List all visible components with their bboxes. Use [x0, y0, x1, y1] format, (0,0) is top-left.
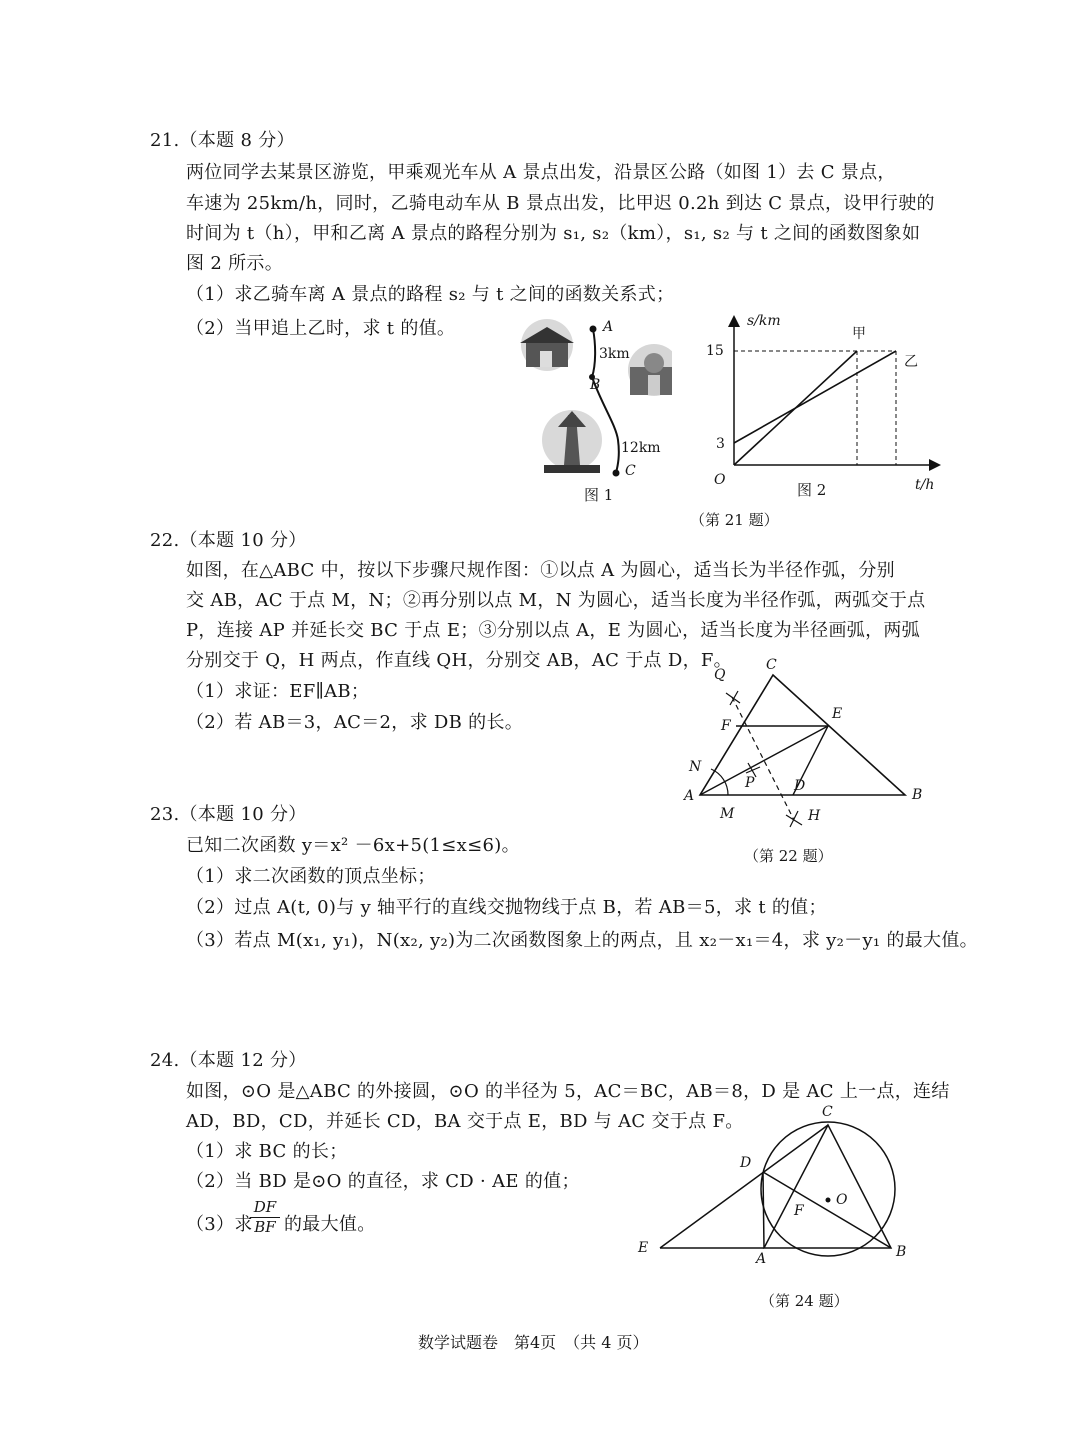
pagoda-image: [542, 410, 602, 473]
q21-line-3: 时间为 t（h），甲和乙离 A 景点的路程分别为 s₁, s₂（km），s₁, s₂ 与 t 之间的函数图象如: [186, 223, 921, 244]
q23-line-1: 已知二次函数 y＝x² －6x+5(1≤x≤6)。: [186, 835, 520, 856]
q21-caption: （第 21 题）: [690, 511, 779, 529]
q22-line-4: 分别交于 Q，H 两点，作直线 QH，分别交 AB，AC 于点 D，F。: [186, 650, 732, 671]
q22-label-h: H: [808, 808, 821, 824]
q21-figure-2: [700, 310, 945, 490]
q24-label-b: B: [896, 1244, 907, 1260]
q22-label-p: P: [745, 775, 755, 791]
fig2-y-label: s/km: [747, 313, 781, 329]
fig1-label-b: B: [590, 377, 601, 393]
page-footer: 数学试题卷 第4页 （共 4 页）: [418, 1333, 649, 1352]
q24-label-e: E: [638, 1240, 649, 1256]
fig2-caption: 图 2: [797, 481, 827, 499]
q24-fraction-denominator: BF: [254, 1218, 276, 1236]
q21-figure-1: [512, 315, 672, 505]
fig1-caption: 图 1: [584, 486, 614, 504]
center-dot: [826, 1198, 831, 1203]
q22-label-a: A: [684, 788, 695, 804]
q22-label-m: M: [720, 806, 735, 822]
fig2-label-jia: 甲: [852, 326, 866, 342]
q24-label-d: D: [740, 1155, 752, 1171]
q22-label-c: C: [766, 657, 777, 673]
q22-line-6: （2）若 AB＝3，AC＝2，求 DB 的长。: [186, 712, 524, 733]
q22-label-e: E: [832, 706, 843, 722]
series-yi-line: [734, 351, 896, 443]
q21-line-4: 图 2 所示。: [186, 253, 283, 274]
q22-label-d: D: [794, 778, 806, 794]
q24-line-3: （1）求 BC 的长；: [186, 1141, 348, 1162]
q23-line-4: （3）若点 M(x₁, y₁)，N(x₂, y₂)为二次函数图象上的两点，且 x₂－x₁＝4，求 y₂－y₁ 的最大值。: [186, 930, 978, 951]
q21-line-5: （1）求乙骑车离 A 景点的路程 s₂ 与 t 之间的函数关系式；: [186, 284, 675, 305]
q24-fraction-numerator: DF: [250, 1198, 280, 1218]
q24-line-2: AD，BD，CD，并延长 CD，BA 交于点 E，BD 与 AC 交于点 F。: [186, 1111, 744, 1132]
q24-label-a: A: [756, 1251, 767, 1267]
q22-line-5: （1）求证：EF∥AB；: [186, 681, 370, 702]
q22-header: 22.（本题 10 分）: [150, 530, 307, 551]
fig2-tick-15: 15: [706, 343, 724, 359]
fig1-label-12km: 12km: [621, 440, 661, 456]
q24-line-5-prefix: （3）求: [186, 1214, 253, 1235]
q22-label-f: F: [721, 718, 731, 734]
q22-line-1: 如图，在△ABC 中，按以下步骤尺规作图：①以点 A 为圆心，适当长为半径作弧，分别: [186, 560, 895, 581]
q24-line-4: （2）当 BD 是⊙O 的直径，求 CD · AE 的值；: [186, 1171, 580, 1192]
q24-label-c: C: [822, 1104, 833, 1120]
q22-label-b: B: [912, 787, 923, 803]
fig2-label-yi: 乙: [904, 354, 918, 370]
q24-line-5-suffix: 的最大值。: [284, 1214, 376, 1235]
fig1-label-a: A: [603, 319, 614, 335]
church-image: [628, 344, 672, 396]
q24-line-1: 如图，⊙O 是△ABC 的外接圆，⊙O 的半径为 5，AC＝BC，AB＝8，D 是 AC 上一点，连结: [186, 1081, 950, 1102]
fig1-label-c: C: [625, 463, 636, 479]
q24-caption: （第 24 题）: [760, 1292, 849, 1310]
q22-label-n: N: [689, 759, 702, 775]
q22-caption: （第 22 题）: [744, 847, 833, 865]
q23-line-3: （2）过点 A(t, 0)与 y 轴平行的直线交抛物线于点 B，若 AB＝5，求 t 的值；: [186, 897, 827, 918]
q21-line-1: 两位同学去某景区游览，甲乘观光车从 A 景点出发，沿景区公路（如图 1）去 C 景点，: [186, 162, 896, 183]
circle-o: [761, 1122, 895, 1256]
q24-label-o: O: [836, 1192, 848, 1208]
q24-fraction: [250, 1198, 280, 1237]
temple-image: [520, 319, 574, 371]
q23-header: 23.（本题 10 分）: [150, 804, 307, 825]
fig1-label-3km: 3km: [599, 346, 630, 362]
q22-label-q: Q: [714, 667, 726, 683]
q24-figure: [650, 1105, 930, 1275]
q21-header: 21.（本题 8 分）: [150, 130, 295, 151]
fig2-x-label: t/h: [915, 477, 935, 493]
q22-line-3: P，连接 AP 并延长交 BC 于点 E；③分别以点 A，E 为圆心，适当长度为半径画弧，两弧: [186, 620, 920, 641]
q24-label-f: F: [794, 1203, 804, 1219]
q21-line-2: 车速为 25km/h，同时，乙骑电动车从 B 景点出发，比甲迟 0.2h 到达 C 景点，设甲行驶的: [186, 193, 935, 214]
q23-line-2: （1）求二次函数的顶点坐标；: [186, 866, 436, 887]
q24-header: 24.（本题 12 分）: [150, 1050, 307, 1071]
fig2-origin: O: [714, 472, 726, 488]
q21-line-6: （2）当甲追上乙时，求 t 的值。: [186, 318, 456, 339]
q22-line-2: 交 AB，AC 于点 M，N；②再分别以点 M，N 为圆心，适当长度为半径作弧，两弧交于点: [186, 590, 926, 611]
fig2-tick-3: 3: [716, 436, 725, 452]
